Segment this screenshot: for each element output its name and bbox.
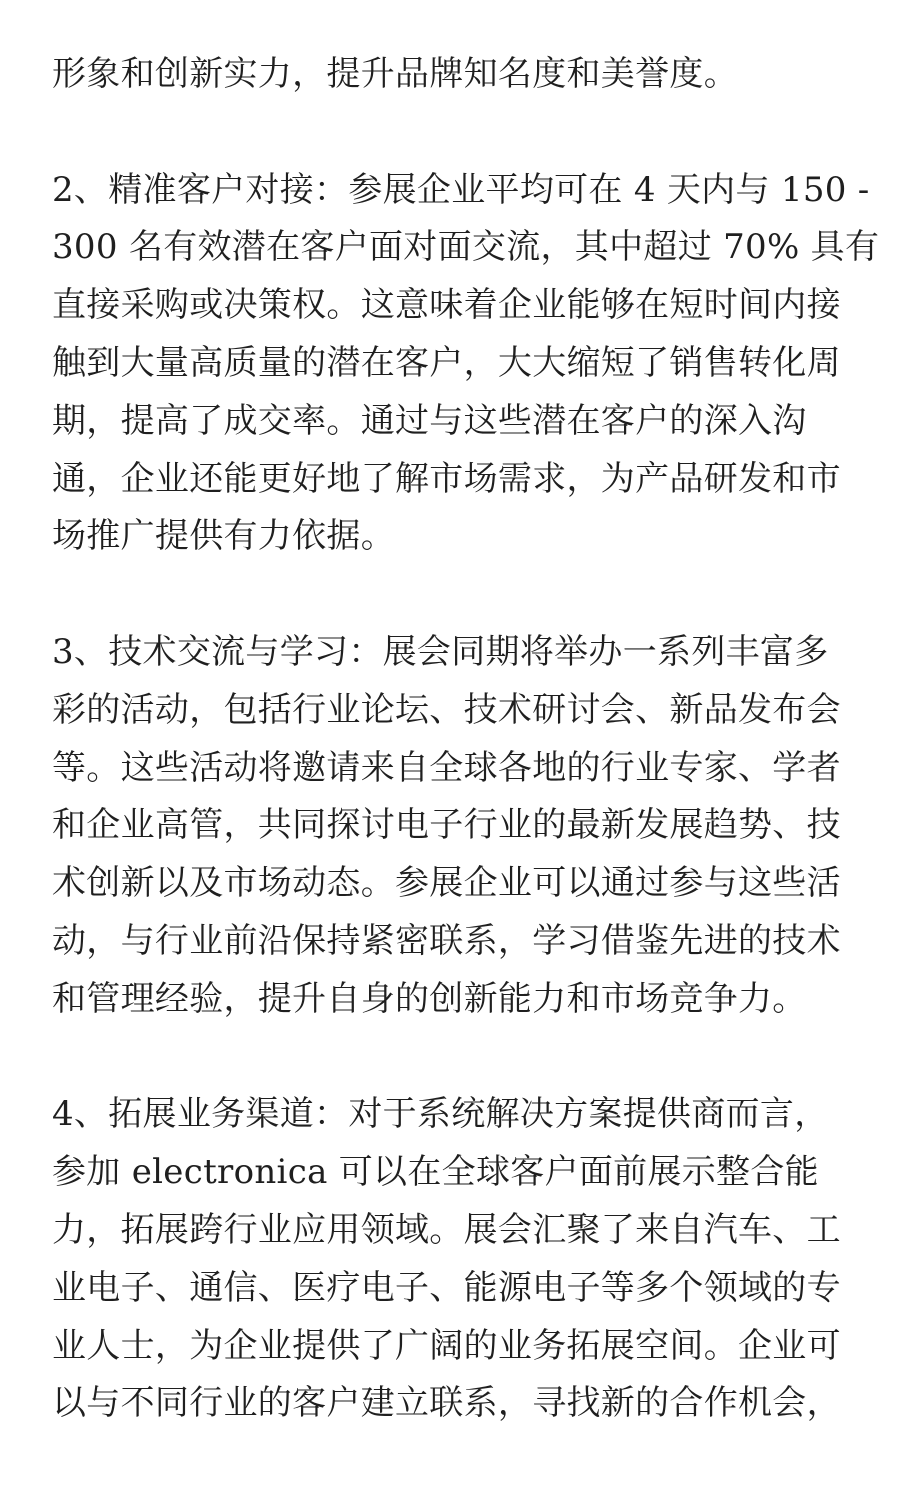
text-line: 和企业高管，共同探讨电子行业的最新发展趋势、技 <box>52 805 841 846</box>
text-line: 业人士，为企业提供了广阔的业务拓展空间。企业可 <box>52 1325 841 1366</box>
text-line: 3、技术交流与学习：展会同期将举办一系列丰富多 <box>52 631 829 672</box>
text-line: 参加 electronica 可以在全球客户面前展示整合能 <box>52 1152 819 1193</box>
text-line: 300 名有效潜在客户面对面交流，其中超过 70% 具有 <box>52 227 880 268</box>
text-line: 业电子、通信、医疗电子、能源电子等多个领域的专 <box>52 1267 841 1308</box>
paragraph-business-channels <box>52 1086 852 1433</box>
text-line: 期，提高了成交率。通过与这些潜在客户的深入沟 <box>52 400 807 441</box>
paragraph-brand-image <box>52 46 852 104</box>
paragraph-customer-matching <box>52 162 880 567</box>
text-line: 动，与行业前沿保持紧密联系，学习借鉴先进的技术 <box>52 920 841 961</box>
text-line: 形象和创新实力，提升品牌知名度和美誉度。 <box>52 54 738 94</box>
text-line: 彩的活动，包括行业论坛、技术研讨会、新品发布会 <box>52 689 841 730</box>
article-body <box>52 46 880 1433</box>
text-line: 场推广提供有力依据。 <box>52 516 395 557</box>
text-line: 触到大量高质量的潜在客户，大大缩短了销售转化周 <box>52 342 841 383</box>
text-line: 术创新以及市场动态。参展企业可以通过参与这些活 <box>52 863 841 904</box>
text-line: 2、精准客户对接：参展企业平均可在 4 天内与 150 - <box>52 169 870 210</box>
text-line: 等。这些活动将邀请来自全球各地的行业专家、学者 <box>52 747 841 788</box>
text-line: 和管理经验，提升自身的创新能力和市场竞争力。 <box>52 978 807 1019</box>
text-line: 通，企业还能更好地了解市场需求，为产品研发和市 <box>52 458 841 499</box>
text-line: 直接采购或决策权。这意味着企业能够在短时间内接 <box>52 285 841 326</box>
text-line: 力，拓展跨行业应用领域。展会汇聚了来自汽车、工 <box>52 1209 841 1250</box>
text-line: 4、拓展业务渠道：对于系统解决方案提供商而言， <box>52 1094 829 1135</box>
text-line: 以与不同行业的客户建立联系，寻找新的合作机会， <box>52 1383 841 1424</box>
paragraph-tech-exchange <box>52 624 852 1029</box>
